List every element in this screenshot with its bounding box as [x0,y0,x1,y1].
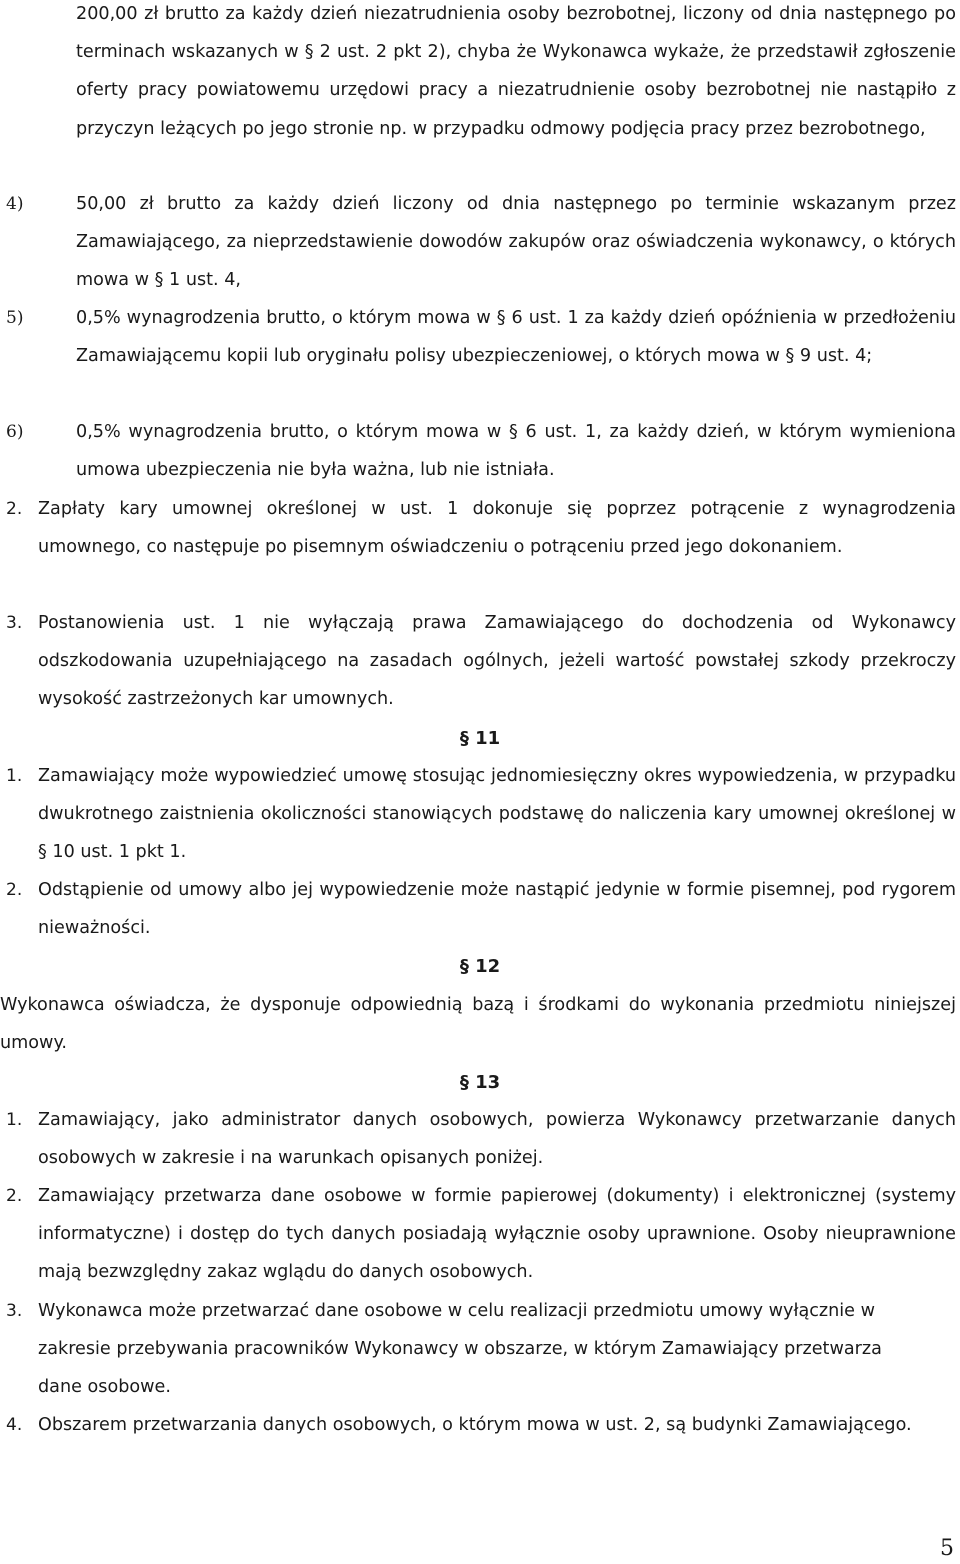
section-heading-12: § 12 [459,956,501,977]
list-number: 1. [6,766,23,786]
paragraph-s13-3: Wykonawca może przetwarzać dane osobowe w celu realizacji przedmiotu umowy wyłącznie w zakresie przebywania pracowników Wykonawcy w obszarze, w którym Zamawiający przetwarza dane osobowe. [38,1301,882,1398]
paragraph-s11-1: Zamawiający może wypowiedzieć umowę stosując jednomiesięczny okres wypowiedzenia, w przypadku dwukrotnego zaistnienia okoliczności stanowiących podstawę do naliczenia kary umownej określonej w § 10 ust. 1 pkt 1. [38,766,956,863]
paragraph-s12: Wykonawca oświadcza, że dysponuje odpowiednią bazą i środkami do wykonania przedmiotu niniejszej umowy. [0,995,956,1054]
list-number: 4) [6,194,24,214]
section-heading-13: § 13 [459,1072,501,1093]
list-number: 3. [6,613,23,633]
paragraph-s10-2: Zapłaty kary umownej określonej w ust. 1 dokonuje się poprzez potrącenie z wynagrodzenia umownego, co następuje po pisemnym oświadczeniu o potrąceniu przed jego dokonaniem. [38,499,956,558]
list-number: 3. [6,1301,23,1321]
paragraph-s13-1: Zamawiający, jako administrator danych osobowych, powierza Wykonawcy przetwarzanie danych osobowych w zakresie i na warunkach opisanych poniżej. [38,1110,956,1169]
list-number: 1. [6,1110,23,1130]
list-number: 2. [6,1186,23,1206]
paragraph-item-6: 0,5% wynagrodzenia brutto, o którym mowa w § 6 ust. 1, za każdy dzień, w którym wymieniona umowa ubezpieczenia nie była ważna, lub nie istniała. [76,422,956,481]
paragraph-item-5: 0,5% wynagrodzenia brutto, o którym mowa w § 6 ust. 1 za każdy dzień opóźnienia w przedłożeniu Zamawiającemu kopii lub oryginału polisy ubezpieczeniowej, o których mowa w § 9 ust. 4; [76,308,956,367]
paragraph-s11-2: Odstąpienie od umowy albo jej wypowiedzenie może nastąpić jedynie w formie pisemnej, pod rygorem nieważności. [38,880,956,939]
section-heading-11: § 11 [459,728,501,749]
list-number: 4. [6,1415,23,1435]
paragraph-cont: 200,00 zł brutto za każdy dzień niezatrudnienia osoby bezrobotnej, liczony od dnia następnego po terminach wskazanych w § 2 ust. 2 pkt 2), chyba że Wykonawca wykaże, że przedstawił zgłoszenie oferty pracy powiatowemu urzędowi pracy a niezatrudnienie osoby bezrobotnej nie nastąpiło z przyczyn leżących po jego stronie np. w przypadku odmowy podjęcia pracy przez bezrobotnego, [76,4,956,139]
paragraph-item-4: 50,00 zł brutto za każdy dzień liczony od dnia następnego po terminie wskazanym przez Zamawiającego, za nieprzedstawienie dowodów zakupów oraz oświadczenia wykonawcy, o których mowa w § 1 ust. 4, [76,194,956,291]
list-number: 6) [6,422,24,442]
paragraph-s13-2: Zamawiający przetwarza dane osobowe w formie papierowej (dokumenty) i elektronicznej (systemy informatyczne) i dostęp do tych danych posiadają wyłącznie osoby uprawnione. Osoby nieuprawnione mają bezwzględny zakaz wglądu do danych osobowych. [38,1186,956,1283]
list-number: 5) [6,308,24,328]
list-number: 2. [6,499,23,519]
paragraph-s10-3: Postanowienia ust. 1 nie wyłączają prawa Zamawiającego do dochodzenia od Wykonawcy odszkodowania uzupełniającego na zasadach ogólnych, jeżeli wartość powstałej szkody przekroczy wysokość zastrzeżonych kar umownych. [38,613,956,710]
page-number: 5 [940,1536,954,1561]
paragraph-s13-4: Obszarem przetwarzania danych osobowych, o którym mowa w ust. 2, są budynki Zamawiającego. [38,1415,912,1435]
list-number: 2. [6,880,23,900]
